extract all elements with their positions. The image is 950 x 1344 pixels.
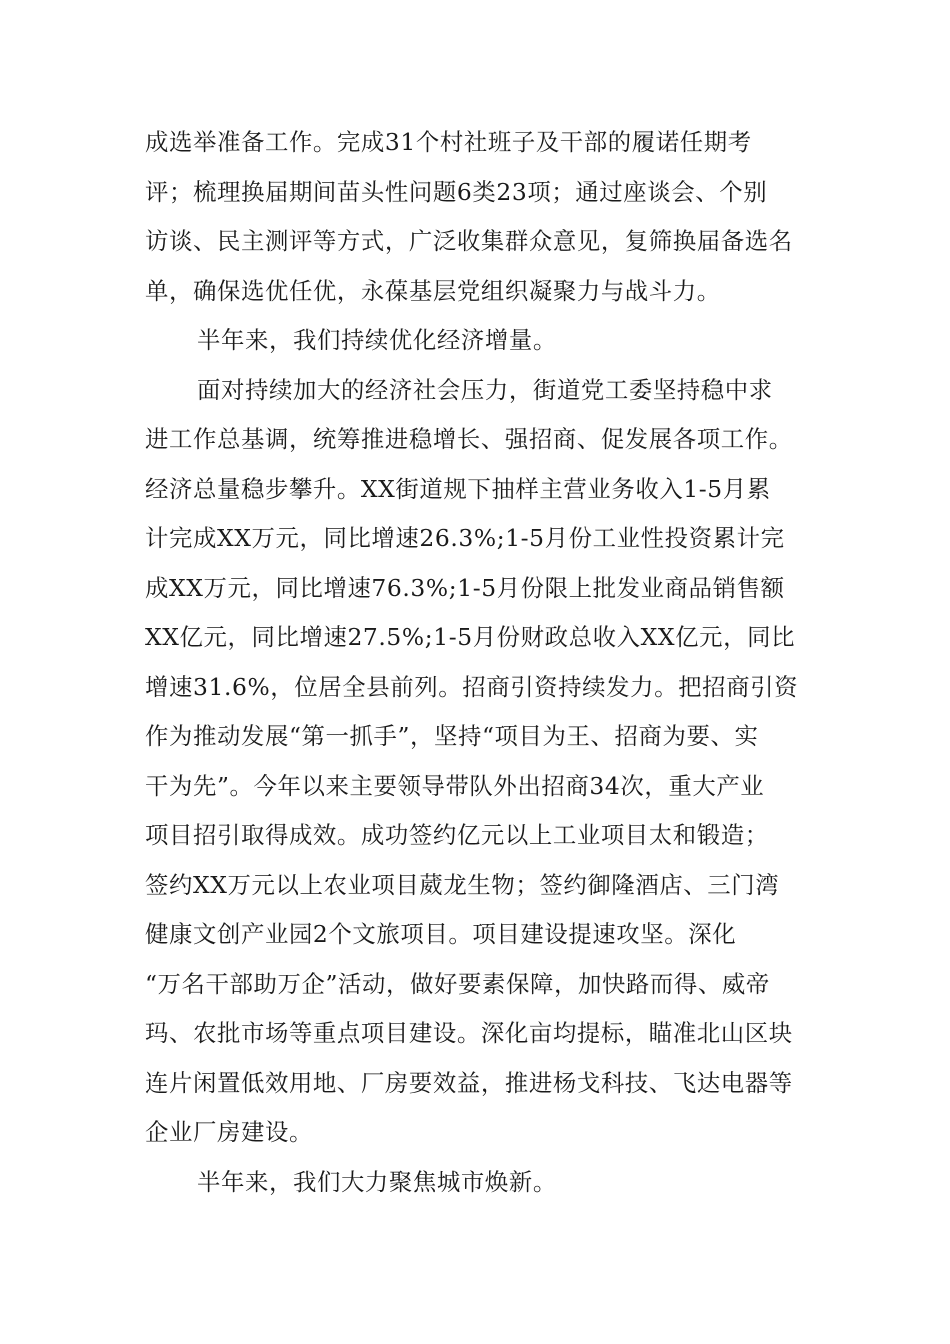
text-line: 企业厂房建设。 — [145, 1118, 313, 1146]
section-heading: 半年来，我们持续优化经济增量。 — [197, 326, 557, 354]
text-line: 增速31.6%，位居全县前列。招商引资持续发力。把招商引资 — [145, 672, 799, 701]
text-line: 进工作总基调，统筹推进稳增长、强招商、促发展各项工作。 — [145, 425, 793, 453]
text-line: 玛、农批市场等重点项目建设。深化亩均提标，瞄准北山区块 — [145, 1019, 793, 1047]
text-line: 单，确保选优任优，永葆基层党组织凝聚力与战斗力。 — [145, 276, 721, 305]
text-line: 干为先”。今年以来主要领导带队外出招商34次，重大产业 — [145, 771, 765, 800]
text-line: 访谈、民主测评等方式，广泛收集群众意见，复筛换届备选名 — [145, 227, 793, 255]
text-line: “万名干部助万企”活动，做好要素保障，加快路而得、威帝 — [145, 969, 770, 998]
text-line: 项目招引取得成效。成功签约亿元以上工业项目太和锻造； — [145, 821, 769, 849]
text-line: 面对持续加大的经济社会压力，街道党工委坚持稳中求 — [197, 375, 773, 404]
text-line: 签约XX万元以上农业项目葳龙生物；签约御隆酒店、三门湾 — [145, 870, 780, 899]
text-line: 成XX万元，同比增速76.3%;1-5月份限上批发业商品销售额 — [145, 573, 785, 602]
text-line: 健康文创产业园2个文旅项目。项目建设提速攻坚。深化 — [145, 920, 737, 948]
text-line: 计完成XX万元，同比增速26.3%;1-5月份工业性投资累计完 — [145, 524, 785, 552]
section-heading: 半年来，我们大力聚焦城市焕新。 — [197, 1167, 557, 1196]
text-line: XX亿元，同比增速27.5%;1-5月份财政总收入XX亿元，同比 — [145, 623, 796, 651]
text-line: 经济总量稳步攀升。XX街道规下抽样主营业务收入1-5月累 — [145, 474, 771, 503]
text-line: 连片闲置低效用地、厂房要效益，推进杨戈科技、飞达电器等 — [145, 1068, 793, 1097]
text-line: 作为推动发展“第一抓手”，坚持“项目为王、招商为要、实 — [145, 722, 759, 750]
document-body — [145, 118, 807, 1207]
text-line: 评；梳理换届期间苗头性问题6类23项；通过座谈会、个别 — [145, 177, 768, 206]
text-line: 成选举准备工作。完成31个村社班子及干部的履诺任期考 — [145, 128, 752, 156]
